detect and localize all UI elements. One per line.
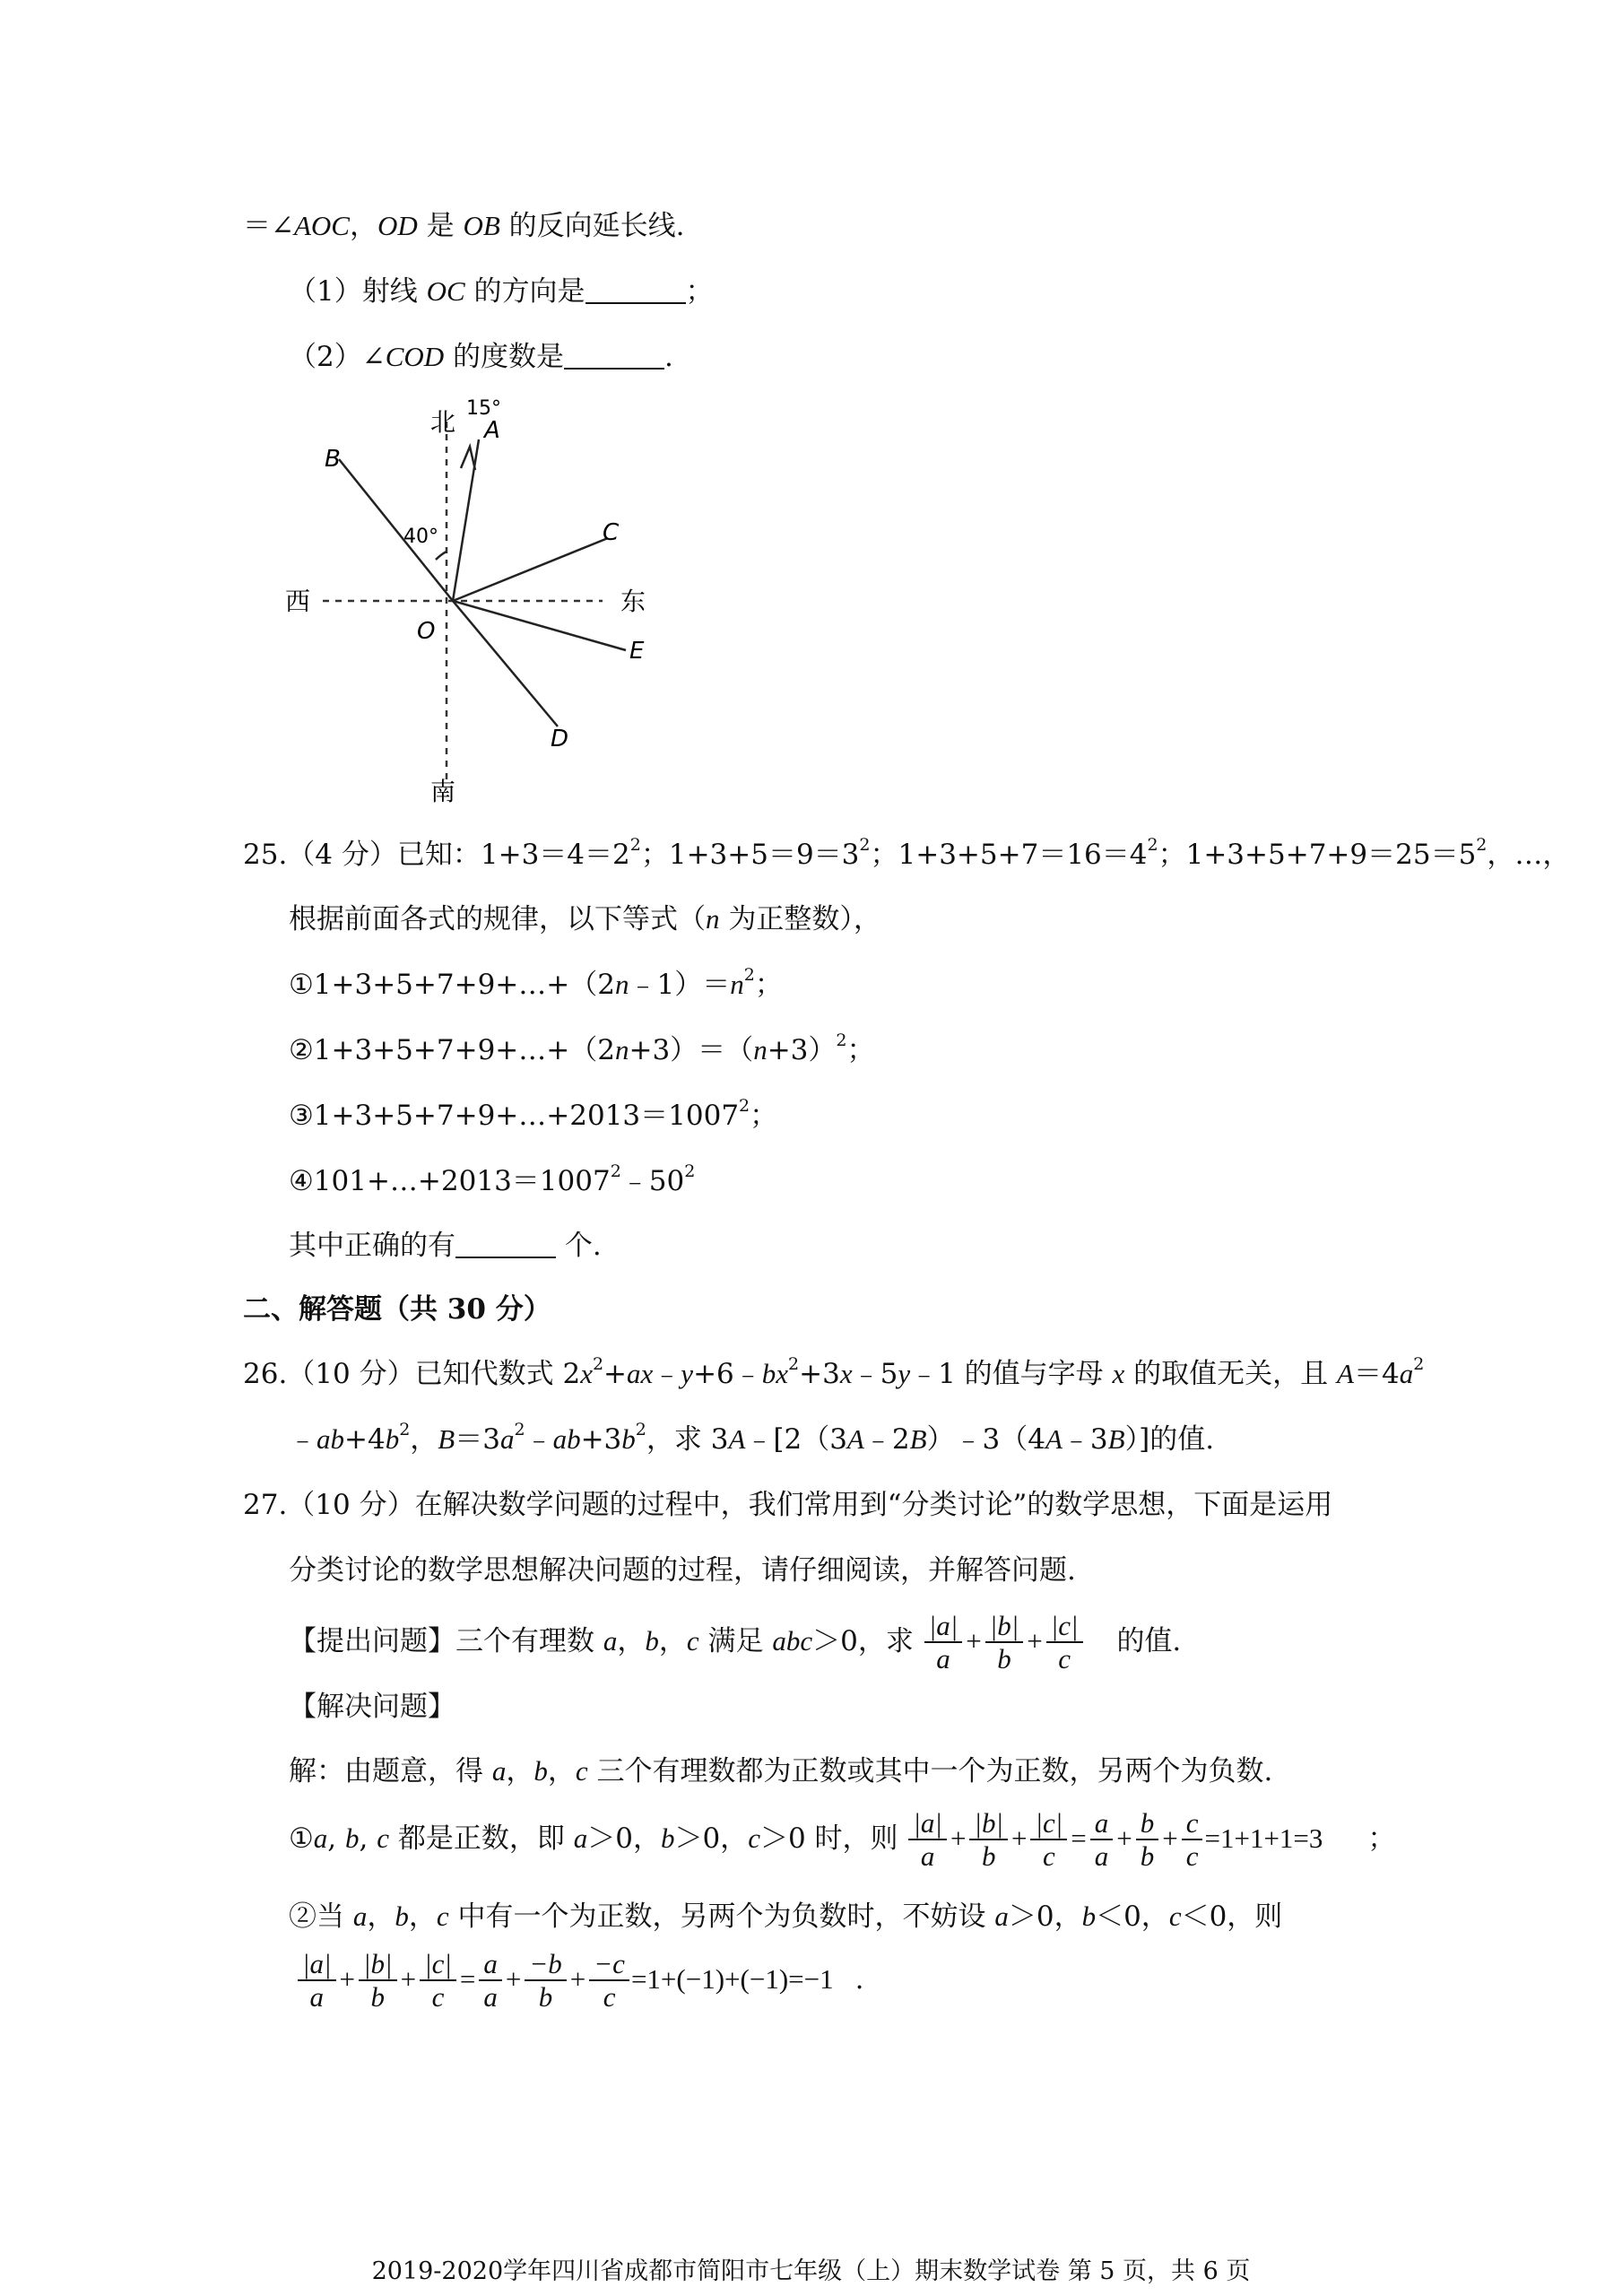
fraction: $\frac{a}{a}$ [479, 1949, 502, 2013]
fraction: $\frac{|c|}{c}$ [1030, 1808, 1067, 1873]
q27-case1: ①a, b, c 都是正数，即 a＞0，b＞0，c＞0 时，则 $\frac{|a|}{a}$ + $\frac{|b|}{b}$ + $\frac{|c|}{c}$ = $\frac{a}{a}$ + $\frac{b}{b}$ + $\frac{c}{c}$ =1+1+1=3 ； [289, 1806, 1396, 1872]
angle-15-arrow [461, 447, 475, 470]
angle-40-arc [436, 552, 447, 560]
q27-case2-line1: ②当 a，b，c 中有一个为正数，另两个为负数时，不妨设 a＞0，b＜0，c＜0，则 [289, 1900, 1283, 1933]
q27-solution-intro: 解：由题意，得 a，b，c 三个有理数都为正数或其中一个为正数，另两个为负数. [289, 1755, 1273, 1787]
label-c: C [603, 519, 620, 546]
q25-item4: $④101+\dots+2013=1007^2﹣50^2$ [289, 1161, 696, 1197]
ray-od [453, 601, 558, 726]
fraction: $\frac{-c}{c}$ [589, 1949, 629, 2013]
section-heading: 二、解答题（共 30 分） [243, 1293, 551, 1326]
angle-40-label: 40° [403, 526, 438, 548]
q26-line2: $﹣ab+4b^2$，$B=3a^2﹣ab+3b^2$，求 3A﹣[2（3A﹣2B）﹣3（4A﹣3B）]的值. [289, 1420, 1215, 1456]
label-a: A [484, 417, 500, 444]
q27-line2: 分类讨论的数学思想解决问题的过程，请仔细阅读，并解答问题. [289, 1554, 1076, 1587]
label-d: D [551, 726, 569, 752]
fraction: $\frac{|b|}{b}$ [985, 1611, 1024, 1675]
answer-blank [585, 275, 686, 304]
q26-line1: 26.（10 分）已知代数式 $2x^2+ax﹣y+6﹣bx^2+3x﹣5y﹣1$ 的值与字母 x 的取值无关，且 $A=4a^2$ [243, 1354, 1425, 1390]
angle-15-label: 15° [466, 397, 501, 420]
fraction: $\frac{|a|}{a}$ [298, 1949, 336, 2013]
fraction: $\frac{|c|}{c}$ [420, 1949, 456, 2013]
q27-solve-heading: 【解决问题】 [289, 1691, 455, 1723]
fraction: $\frac{c}{c}$ [1182, 1808, 1203, 1873]
compass-diagram [269, 395, 699, 807]
q25-line2: 根据前面各式的规律，以下等式（n 为正整数）， [289, 903, 881, 935]
fraction: $\frac{a}{a}$ [1090, 1808, 1114, 1873]
page-footer: 2019-2020学年四川省成都市简阳市七年级（上）期末数学试卷 第 5 页，共 6 页 [371, 2257, 1251, 2285]
fraction: $\frac{b}{b}$ [1136, 1808, 1159, 1873]
fraction: $\frac{|a|}{a}$ [908, 1808, 947, 1873]
q24-continuation: ＝∠AOC，OD 是 OB 的反向延长线. [243, 210, 685, 242]
q25-line1: 25.（4 分）已知：$1+3=4=2^2$；$1+3+5=9=3^2$；$1+3+5+7=16=4^2$；$1+3+5+7+9=25=5^2$，…， [243, 835, 1571, 871]
west-label: 西 [285, 587, 311, 616]
label-b: B [325, 446, 341, 473]
label-o: O [417, 618, 436, 645]
q25-conclusion: 其中正确的有 个. [289, 1230, 602, 1262]
north-label: 北 [430, 407, 456, 437]
south-label: 南 [430, 777, 456, 806]
q25-item2: $②1+3+5+7+9+\dots+(2n+3)=(n+3)^2$； [289, 1031, 875, 1066]
q27-case2-line2: $\frac{|a|}{a}$ + $\frac{|b|}{b}$ + $\frac{|c|}{c}$ = $\frac{a}{a}$ + $\frac{-b}{b}$ + $\frac{-c}{c}$ =1+(−1)+(−1)=−1 . [296, 1939, 863, 2020]
q24-part1: （1）射线 OC 的方向是 ； [289, 275, 714, 308]
fraction: $\frac{|b|}{b}$ [969, 1808, 1008, 1873]
fraction: $\frac{|a|}{a}$ [924, 1611, 963, 1675]
q25-item1: $①1+3+5+7+9+\dots+(2n﹣1)=n^2$； [289, 965, 783, 1001]
east-label: 东 [620, 587, 646, 616]
q25-item3: $③1+3+5+7+9+\dots+2013=1007^2$； [289, 1096, 778, 1132]
label-e: E [629, 638, 645, 665]
q27-proposition: 【提出问题】三个有理数 a，b，c 满足 abc＞0，求 $\frac{|a|}{a}$ + $\frac{|b|}{b}$ + $\frac{|c|}{c}$ 的值. [289, 1609, 1182, 1674]
ray-oe [453, 601, 626, 650]
answer-blank [564, 341, 664, 370]
q27-line1: 27.（10 分）在解决数学问题的过程中，我们常用到“分类讨论”的数学思想，下面是运用 [243, 1489, 1333, 1521]
answer-blank [455, 1230, 556, 1258]
fraction: $\frac{|b|}{b}$ [359, 1949, 397, 2013]
ray-oc [453, 538, 608, 601]
fraction: $\frac{-b}{b}$ [525, 1949, 566, 2013]
q24-part2: （2）∠COD 的度数是 . [289, 341, 673, 373]
fraction: $\frac{|c|}{c}$ [1046, 1611, 1083, 1675]
